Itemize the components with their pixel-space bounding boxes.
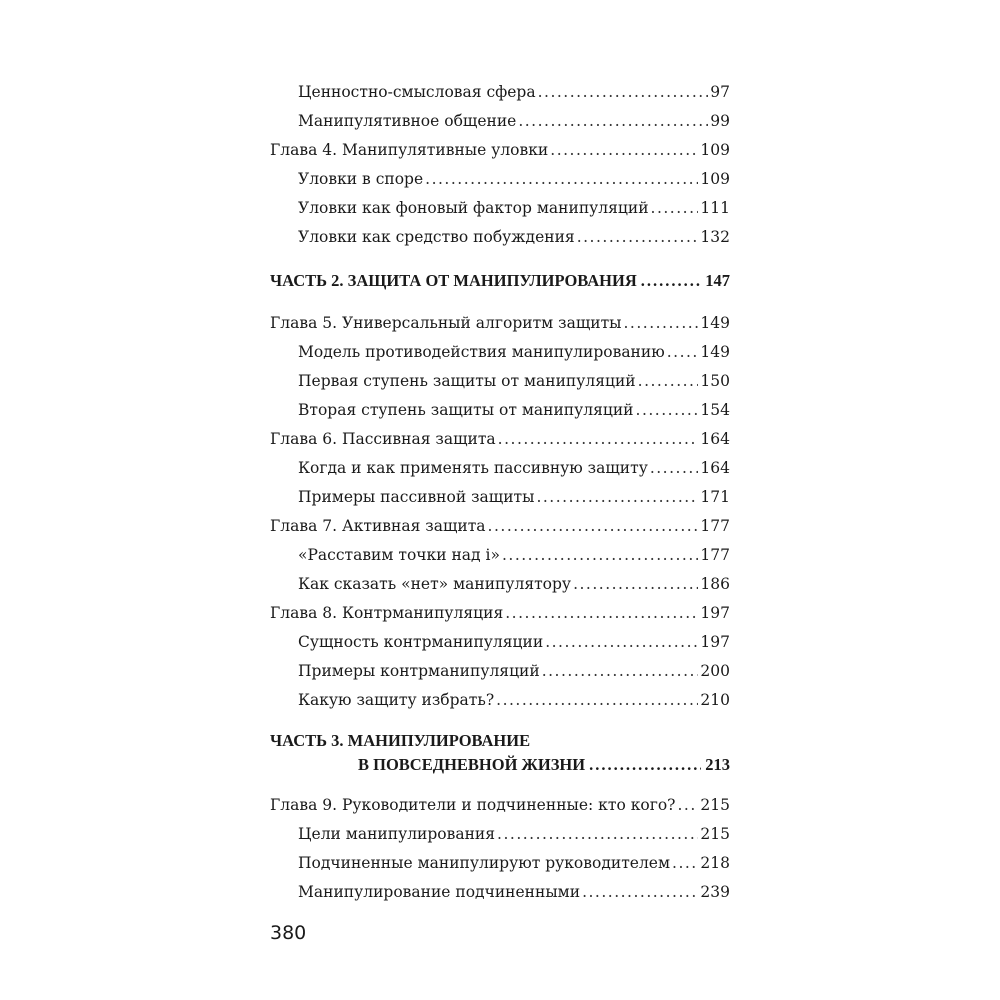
entry-title: Ценностно-смысловая сфера — [298, 83, 536, 101]
entry-title: Сущность контрманипуляции — [298, 633, 544, 651]
toc-group-part3 — [270, 791, 730, 907]
entry-title: «Расставим точки над і» — [298, 546, 500, 564]
part-page: 213 — [705, 755, 730, 774]
dot-leader — [550, 136, 698, 165]
dot-leader — [638, 367, 699, 396]
entry-title: Примеры пассивной защиты — [298, 488, 535, 506]
toc-chapter-entry — [270, 425, 730, 454]
toc-group-part2 — [270, 309, 730, 715]
dot-leader — [498, 425, 699, 454]
dot-leader — [488, 512, 699, 541]
dot-leader — [667, 338, 699, 367]
entry-title: Глава 9. Руководители и подчиненные: кто кого? — [270, 796, 676, 814]
toc-section-entry — [270, 107, 730, 136]
dot-leader — [677, 791, 698, 820]
toc-chapter-entry — [270, 512, 730, 541]
entry-title: Как сказать «нет» манипулятору — [298, 575, 572, 593]
entry-page: 200 — [700, 662, 730, 680]
dot-leader — [425, 165, 698, 194]
table-of-contents — [270, 78, 730, 907]
entry-page: 197 — [700, 604, 730, 622]
entry-page: 149 — [700, 343, 730, 361]
dot-leader — [573, 570, 698, 599]
toc-section-entry — [270, 338, 730, 367]
dot-leader — [496, 686, 698, 715]
toc-part-2 — [270, 266, 730, 295]
toc-section-entry — [270, 628, 730, 657]
entry-page: 210 — [700, 691, 730, 709]
entry-page: 164 — [700, 430, 730, 448]
entry-title: Уловки как средство побуждения — [298, 228, 575, 246]
entry-page: 218 — [700, 854, 730, 872]
entry-title: Глава 7. Активная защита — [270, 517, 486, 535]
toc-part-3 — [270, 729, 730, 777]
toc-section-entry — [270, 454, 730, 483]
entry-page: 109 — [700, 141, 730, 159]
dot-leader — [641, 266, 701, 295]
entry-title: Манипулятивное общение — [298, 112, 517, 130]
dot-leader — [672, 849, 698, 878]
dot-leader — [505, 599, 698, 628]
dot-leader — [582, 878, 698, 907]
entry-page: 150 — [700, 372, 730, 390]
entry-title: Когда и как применять пассивную защиту — [298, 459, 648, 477]
toc-section-entry — [270, 396, 730, 425]
entry-page: 177 — [700, 546, 730, 564]
toc-section-entry — [270, 367, 730, 396]
entry-page: 215 — [700, 825, 730, 843]
dot-leader — [497, 820, 698, 849]
entry-page: 239 — [700, 883, 730, 901]
toc-chapter-entry — [270, 136, 730, 165]
entry-page: 186 — [700, 575, 730, 593]
entry-title: Цели манипулирования — [298, 825, 496, 843]
entry-title: Модель противодействия манипулированию — [298, 343, 665, 361]
toc-chapter-entry — [270, 599, 730, 628]
entry-page: 177 — [700, 517, 730, 535]
toc-section-entry — [270, 878, 730, 907]
entry-page: 111 — [700, 199, 730, 217]
dot-leader — [545, 628, 698, 657]
entry-title: Какую защиту избрать? — [298, 691, 495, 709]
toc-section-entry — [270, 657, 730, 686]
entry-title: Вторая ступень защиты от манипуляций — [298, 401, 634, 419]
toc-section-entry — [270, 194, 730, 223]
dot-leader — [577, 223, 699, 252]
dot-leader — [650, 454, 699, 483]
entry-title: Глава 6. Пассивная защита — [270, 430, 496, 448]
toc-section-entry — [270, 165, 730, 194]
entry-page: 215 — [700, 796, 730, 814]
entry-page: 109 — [700, 170, 730, 188]
toc-section-entry — [270, 78, 730, 107]
entry-page: 97 — [710, 83, 730, 101]
entry-page: 154 — [700, 401, 730, 419]
toc-section-entry — [270, 483, 730, 512]
part-title-line2-row — [270, 753, 730, 777]
entry-title: Первая ступень защиты от манипуляций — [298, 372, 636, 390]
dot-leader — [502, 541, 698, 570]
entry-title: Манипулирование подчиненными — [298, 883, 581, 901]
dot-leader — [651, 194, 699, 223]
part-title-line2: В ПОВСЕДНЕВНОЙ ЖИЗНИ — [358, 755, 586, 774]
entry-page: 197 — [700, 633, 730, 651]
entry-title: Глава 5. Универсальный алгоритм защиты — [270, 314, 622, 332]
dot-leader — [542, 657, 699, 686]
dot-leader — [636, 396, 699, 425]
toc-chapter-entry — [270, 309, 730, 338]
dot-leader — [589, 753, 701, 777]
entry-page: 164 — [700, 459, 730, 477]
toc-section-entry — [270, 820, 730, 849]
toc-section-entry — [270, 570, 730, 599]
toc-section-entry — [270, 686, 730, 715]
toc-section-entry — [270, 223, 730, 252]
toc-group-part1-end — [270, 78, 730, 252]
entry-page: 171 — [700, 488, 730, 506]
entry-title: Уловки как фоновый фактор манипуляций — [298, 199, 649, 217]
entry-title: Уловки в споре — [298, 170, 424, 188]
dot-leader — [538, 78, 709, 107]
part-page: 147 — [705, 271, 730, 290]
part-title: ЧАСТЬ 2. ЗАЩИТА ОТ МАНИПУЛИРОВАНИЯ — [270, 271, 637, 290]
toc-section-entry — [270, 849, 730, 878]
toc-chapter-entry — [270, 791, 730, 820]
part-title-line1: ЧАСТЬ 3. МАНИПУЛИРОВАНИЕ — [270, 731, 531, 750]
dot-leader — [536, 483, 698, 512]
entry-title: Глава 4. Манипулятивные уловки — [270, 141, 549, 159]
page-number: 380 — [270, 922, 307, 944]
entry-title: Примеры контрманипуляций — [298, 662, 540, 680]
entry-title: Подчиненные манипулируют руководителем — [298, 854, 671, 872]
dot-leader — [518, 107, 708, 136]
toc-section-entry — [270, 541, 730, 570]
entry-page: 99 — [710, 112, 730, 130]
entry-page: 132 — [700, 228, 730, 246]
entry-page: 149 — [700, 314, 730, 332]
entry-title: Глава 8. Контрманипуляция — [270, 604, 504, 622]
dot-leader — [623, 309, 698, 338]
